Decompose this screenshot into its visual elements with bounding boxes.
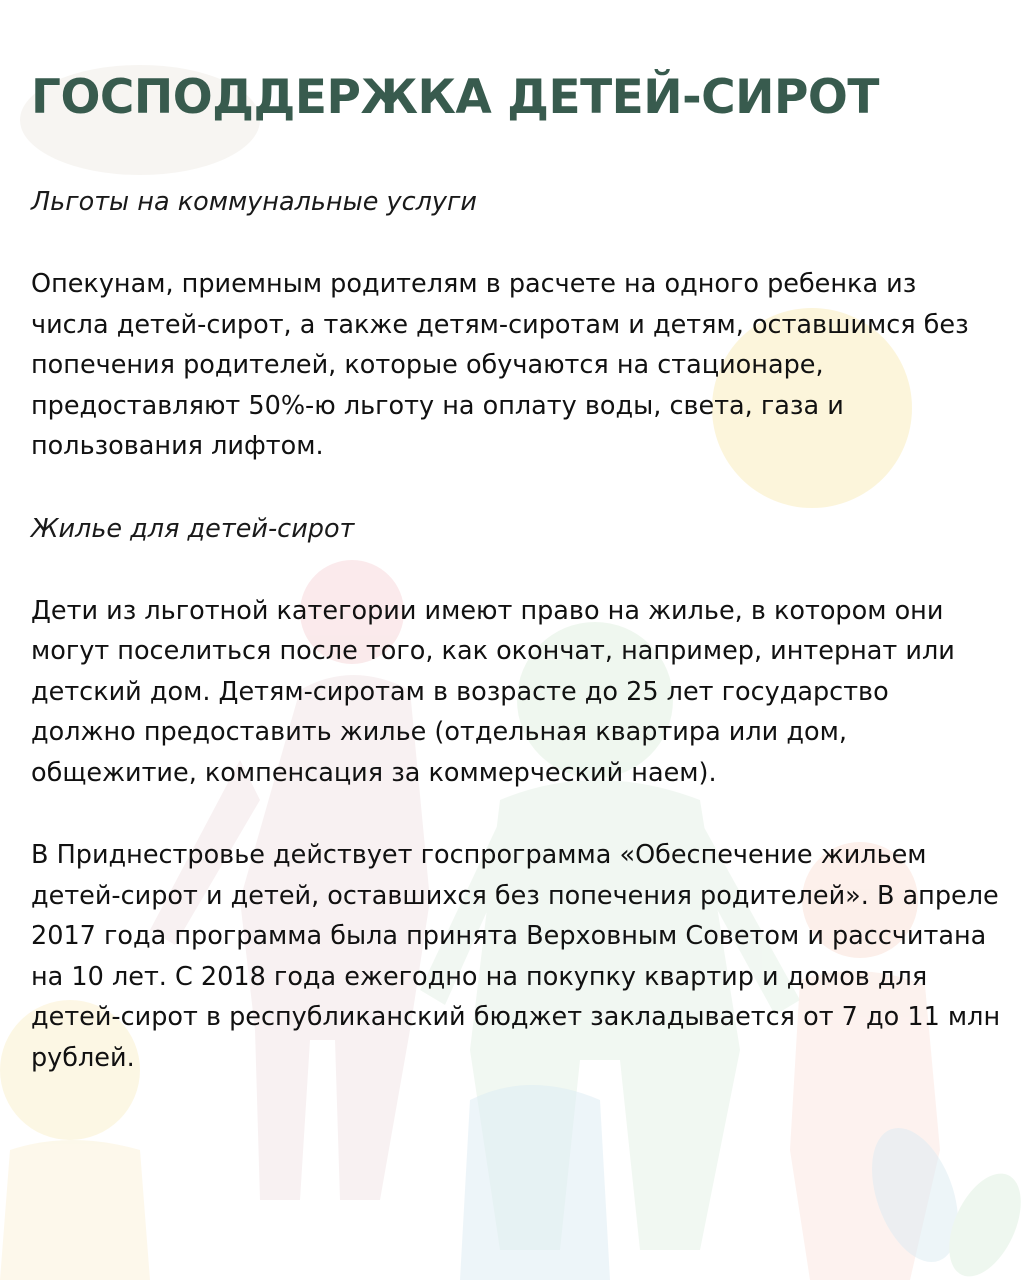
paragraph-housing-program: В Приднестровье действует госпрограмма «Обеспечение жильем детей-сирот и детей, оставшихся без попечения родителей». В апреле 2017 года программа была принята Верховным Советом и рассчитана на 10 лет. С 2018 года ежегодно на покупку квартир и домов для детей-сирот в республиканский бюджет закладывается от 7 до 11 млн рублей. — [31, 840, 1001, 1073]
paragraph-housing-right: Дети из льготной категории имеют право на жилье, в котором они могут поселиться после того, как окончат, например, интернат или детский дом. Детям-сиротам в возрасте до 25 лет государство должно предоставить жилье (отдельная квартира или дом, общежитие, компенсация за коммерческий наем). — [31, 595, 955, 788]
section-heading-utilities: Льготы на коммунальные услуги — [31, 187, 477, 217]
bg-figure-blue-bottom — [460, 1085, 610, 1280]
page-title: ГОСПОДДЕРЖКА ДЕТЕЙ-СИРОТ — [31, 70, 879, 125]
paragraph-utilities-benefits: Опекунам, приемным родителям в расчете на одного ребенка из числа детей-сирот, а также детям-сиротам и детям, оставшимся без попечения родителей, которые обучаются на стационаре, предоставляют 50%-ю льготу на оплату воды, света, газа и пользования лифтом. — [31, 269, 969, 461]
section-heading-housing: Жилье для детей-сирот — [31, 513, 355, 544]
article — [31, 62, 1001, 1078]
